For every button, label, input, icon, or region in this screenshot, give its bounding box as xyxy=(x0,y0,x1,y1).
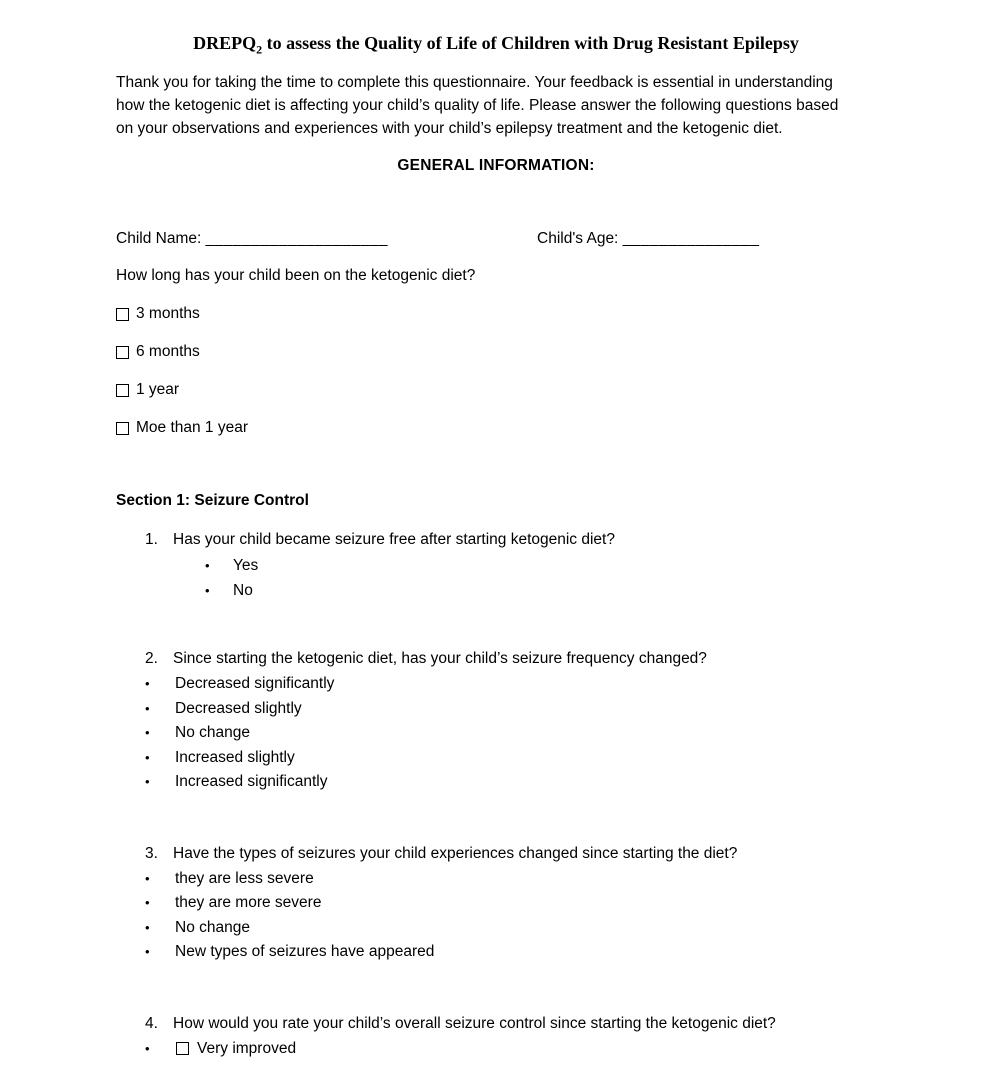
duration-option-6-months[interactable] xyxy=(116,342,876,362)
general-information-heading: GENERAL INFORMATION: xyxy=(397,157,595,174)
bullet-icon: • xyxy=(145,774,150,789)
question-3-options xyxy=(116,867,876,965)
bullet-icon: • xyxy=(145,749,150,765)
bullet-icon: • xyxy=(145,944,150,959)
option-label: Very improved xyxy=(197,1039,297,1057)
checkbox-icon[interactable] xyxy=(116,308,129,321)
bullet-icon: • xyxy=(205,583,210,598)
question-text: How would you rate your child’s overall seizure control since starting the ketogenic diet? xyxy=(173,1014,776,1032)
duration-option-1-year[interactable] xyxy=(116,380,876,400)
question-3-text-row xyxy=(116,843,876,864)
question-number: 2. xyxy=(145,650,158,667)
checkbox-icon[interactable] xyxy=(176,1042,189,1055)
question-text: Have the types of seizures your child experiences changed since starting the diet? xyxy=(173,844,738,862)
intro-line-1: Thank you for taking the time to complete this questionnaire. Your feedback is essential in understanding xyxy=(116,74,833,91)
child-age-input-line[interactable]: _______________ xyxy=(622,230,760,247)
question-4-options xyxy=(116,1037,876,1062)
question-3-option-4 xyxy=(116,940,876,965)
question-1-option-yes xyxy=(116,553,876,578)
question-3-option-1 xyxy=(116,867,876,892)
question-2-option-1 xyxy=(116,672,876,697)
question-2-option-5 xyxy=(116,770,876,795)
bullet-icon: • xyxy=(145,676,150,691)
checkbox-icon[interactable] xyxy=(116,422,129,435)
bullet-icon: • xyxy=(145,870,150,886)
question-4-text-row xyxy=(116,1013,876,1034)
child-name-field-group xyxy=(116,228,537,249)
intro-line-2: how the ketogenic diet is affecting your child’s quality of life. Please answer the following questions based xyxy=(116,97,839,114)
option-label: No xyxy=(233,582,253,599)
bullet-icon: • xyxy=(145,895,150,910)
question-4 xyxy=(116,1013,876,1062)
name-age-row xyxy=(116,228,876,249)
child-age-field-group xyxy=(537,228,760,249)
question-number: 1. xyxy=(145,531,158,548)
title-subscript: 2 xyxy=(256,42,263,57)
document-title xyxy=(116,32,876,57)
child-name-label: Child Name: xyxy=(116,230,202,247)
option-label: Moe than 1 year xyxy=(136,419,249,436)
option-label: Decreased slightly xyxy=(175,699,302,717)
checkbox-icon[interactable] xyxy=(116,384,129,397)
question-1 xyxy=(116,529,876,603)
title-rest: to assess the Quality of Life of Children with Drug Resistant Epilepsy xyxy=(262,33,799,53)
question-2-option-3 xyxy=(116,721,876,746)
intro-line-3: on your observations and experiences with your child’s epilepsy treatment and the ketogenic diet. xyxy=(116,120,783,137)
intro-paragraph xyxy=(116,71,876,140)
question-2-options xyxy=(116,672,876,795)
option-label: they are less severe xyxy=(175,869,314,887)
question-2-option-4 xyxy=(116,746,876,771)
question-3 xyxy=(116,843,876,965)
option-label: 3 months xyxy=(136,305,200,322)
title-main: DREPQ xyxy=(193,33,257,53)
option-label: 1 year xyxy=(136,381,180,398)
option-label: they are more severe xyxy=(175,894,322,911)
question-text: Has your child became seizure free after starting ketogenic diet? xyxy=(173,531,615,548)
section-1-heading: Section 1: Seizure Control xyxy=(116,492,309,509)
question-number: 3. xyxy=(145,844,158,862)
duration-option-more-than-1-year[interactable] xyxy=(116,418,876,438)
bullet-icon: • xyxy=(205,558,210,573)
child-age-label: Child's Age: xyxy=(537,230,619,247)
option-label: Decreased significantly xyxy=(175,675,335,692)
option-label: 6 months xyxy=(136,343,200,360)
bullet-icon: • xyxy=(145,1040,150,1056)
option-label: Yes xyxy=(233,557,259,574)
question-2-text-row xyxy=(116,648,876,669)
option-label: Increased slightly xyxy=(175,748,295,766)
option-label: Increased significantly xyxy=(175,773,328,790)
question-4-option-very-improved[interactable] xyxy=(116,1037,876,1062)
duration-option-3-months[interactable] xyxy=(116,304,876,324)
question-2-option-2 xyxy=(116,697,876,722)
checkbox-icon[interactable] xyxy=(116,346,129,359)
option-label: New types of seizures have appeared xyxy=(175,943,435,960)
question-text: Since starting the ketogenic diet, has your child’s seizure frequency changed? xyxy=(173,650,707,667)
bullet-icon: • xyxy=(145,725,150,740)
bullet-icon: • xyxy=(145,700,150,716)
question-1-text-row xyxy=(116,529,876,550)
option-label: No change xyxy=(175,724,250,741)
duration-question: How long has your child been on the ketogenic diet? xyxy=(116,267,476,284)
child-name-input-line[interactable]: ____________________ xyxy=(205,230,389,247)
option-label: No change xyxy=(175,918,250,936)
duration-options xyxy=(116,304,876,438)
question-3-option-2 xyxy=(116,891,876,916)
question-1-option-no xyxy=(116,578,876,603)
question-2 xyxy=(116,648,876,795)
question-3-option-3 xyxy=(116,916,876,941)
question-number: 4. xyxy=(145,1014,158,1032)
bullet-icon: • xyxy=(145,919,150,935)
